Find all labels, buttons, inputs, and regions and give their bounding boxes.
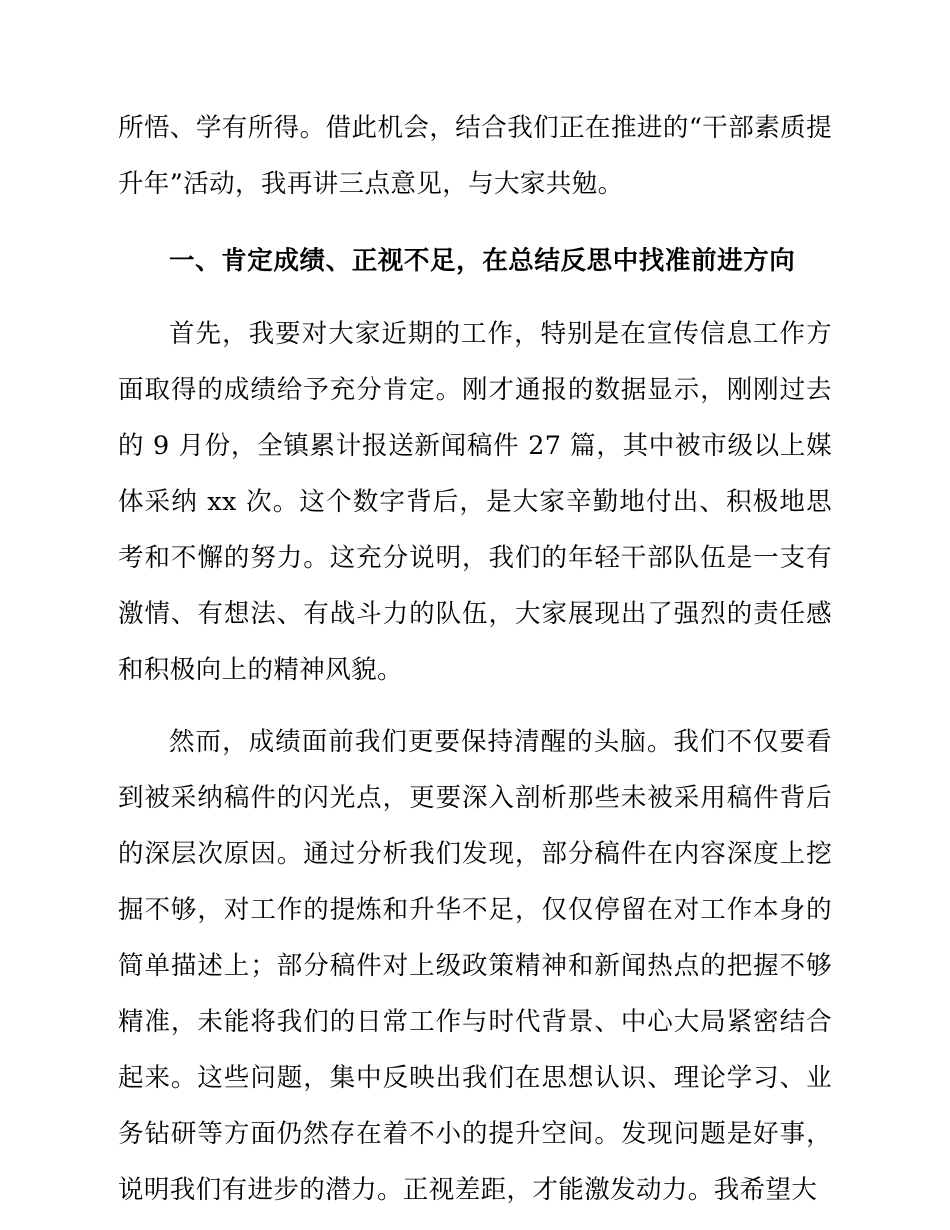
section-heading-one: 一、肯定成绩、正视不足，在总结反思中找准前进方向 bbox=[169, 246, 796, 276]
paragraph-opening-continued: 所悟、学有所得。借此机会，结合我们正在推进的“干部素质提升年”活动，我再讲三点意见，与大家共勉。 bbox=[118, 113, 832, 199]
paragraph-spacer bbox=[118, 704, 832, 714]
document-body bbox=[118, 100, 832, 1218]
paragraph-reflection: 然而，成绩面前我们更要保持清醒的头脑。我们不仅要看到被采纳稿件的闪光点，更要深入剖析那些未被采用稿件背后的深层次原因。通过分析我们发现，部分稿件在内容深度上挖掘不够，对工作的提炼和升华不足，仅仅停留在对工作本身的简单描述上；部分稿件对上级政策精神和新闻热点的把握不够精准，未能将我们的日常工作与时代背景、中心大局紧密结合起来。这些问题，集中反映出我们在思想认识、理论学习、业务钻研等方面仍然存在着不小的提升空间。发现问题是好事，说明我们有进步的潜力。正视差距，才能激发动力。我希望大 bbox=[118, 727, 832, 1205]
paragraph-achievements: 首先，我要对大家近期的工作，特别是在宣传信息工作方面取得的成绩给予充分肯定。刚才通报的数据显示，刚刚过去的 9 月份，全镇累计报送新闻稿件 27 篇，其中被市级以上媒体采纳 xx 次。这个数字背后，是大家辛勤地付出、积极地思考和不懈的努力。这充分说明，我们的年轻干部队伍是一支有激情、有想法、有战斗力的队伍，大家展现出了强烈的责任感和积极向上的精神风貌。 bbox=[118, 319, 832, 685]
